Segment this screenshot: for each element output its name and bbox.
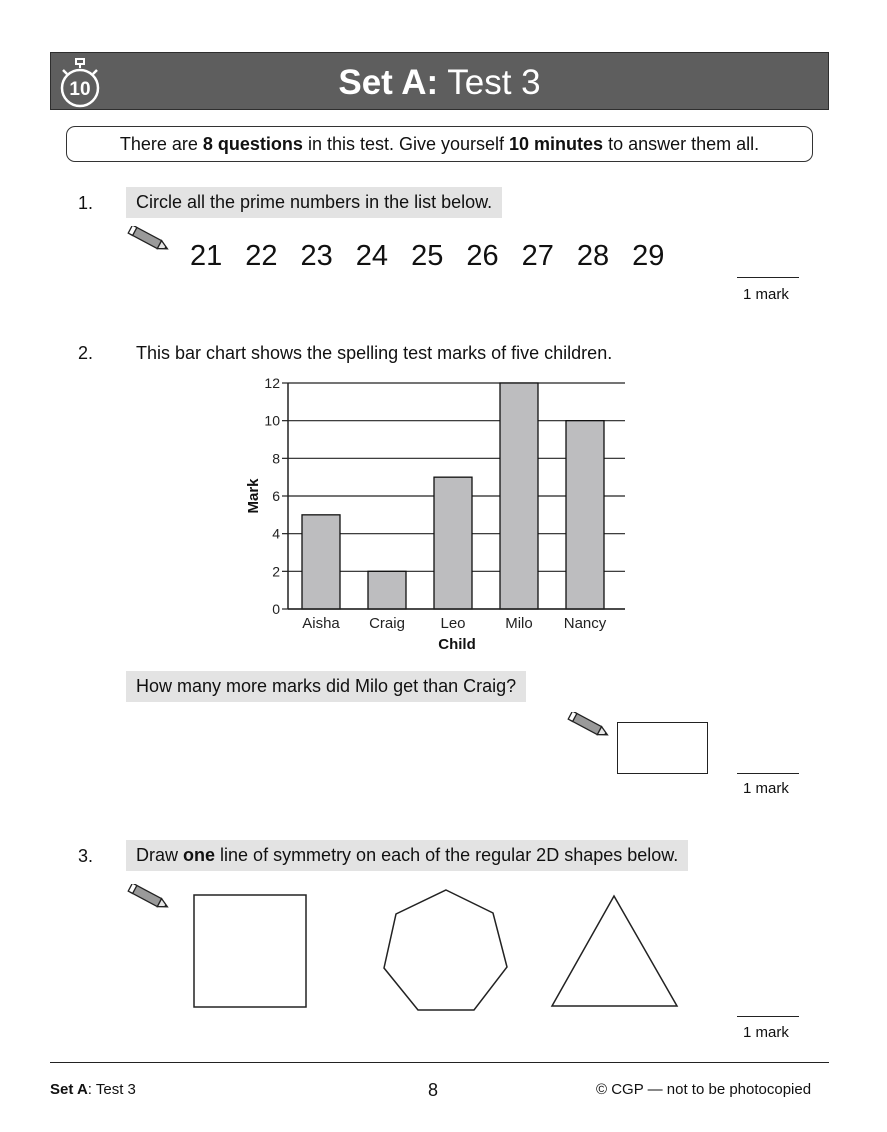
list-number[interactable]: 21 <box>190 240 223 272</box>
list-number[interactable]: 28 <box>576 240 610 272</box>
pencil-icon <box>127 226 173 252</box>
x-axis-label: Child <box>438 636 476 653</box>
q3-mark-label: 1 mark <box>743 1024 789 1041</box>
q2-mark-line <box>737 773 799 774</box>
q1-mark-label: 1 mark <box>743 286 789 303</box>
page-header <box>50 52 829 110</box>
bar <box>500 383 538 609</box>
title-rest: Test 3 <box>438 63 541 102</box>
q1-mark-line <box>737 277 799 278</box>
q1-prompt: Circle all the prime numbers in the list below. <box>126 187 502 218</box>
bar <box>368 571 406 609</box>
q2-intro: This bar chart shows the spelling test marks of five children. <box>136 343 613 363</box>
q3-mark-line <box>737 1016 799 1017</box>
page-title <box>51 63 828 103</box>
q3-number: 3. <box>78 846 94 866</box>
bar <box>566 421 604 609</box>
y-tick-label: 8 <box>272 450 280 467</box>
list-number[interactable]: 27 <box>521 240 554 272</box>
question-count: 8 questions <box>202 134 303 154</box>
pencil-icon <box>567 712 613 738</box>
page-number: 8 <box>428 1080 439 1100</box>
title-bold: Set A: <box>338 63 439 102</box>
bar <box>302 515 340 609</box>
y-tick-label: 10 <box>264 412 280 429</box>
footer-left: Set A: Test 3 <box>50 1081 136 1098</box>
time-limit: 10 minutes <box>509 134 604 154</box>
q2-answer-box[interactable] <box>617 722 708 774</box>
x-tick-label: Aisha <box>302 615 340 632</box>
list-number[interactable]: 23 <box>300 240 333 272</box>
y-tick-label: 2 <box>272 563 280 580</box>
square-shape[interactable] <box>194 895 306 1007</box>
pencil-icon <box>127 884 173 910</box>
q3-prompt: Draw one line of symmetry on each of the regular 2D shapes below. <box>126 840 688 871</box>
list-number[interactable]: 22 <box>245 240 278 272</box>
y-tick-label: 12 <box>264 375 280 391</box>
x-tick-label: Craig <box>369 615 405 632</box>
footer-copyright: © CGP — not to be photocopied <box>596 1081 812 1098</box>
q2-mark-label: 1 mark <box>743 780 789 797</box>
list-number[interactable]: 29 <box>632 240 665 272</box>
emphasis-one: one <box>183 845 216 865</box>
q2-number: 2. <box>78 343 94 363</box>
y-tick-label: 4 <box>272 525 280 542</box>
list-number[interactable]: 26 <box>466 240 499 272</box>
x-tick-label: Leo <box>440 615 466 632</box>
y-axis-label: Mark <box>245 478 262 514</box>
shapes-area <box>180 880 700 1020</box>
instructions-box: There are 8 questions in this test. Give yourself 10 minutes to answer them all. <box>66 126 813 162</box>
q2-question: How many more marks did Milo get than Craig? <box>126 671 526 702</box>
y-tick-label: 0 <box>272 601 280 617</box>
footer-divider <box>50 1062 829 1063</box>
bar <box>434 477 472 609</box>
triangle-shape[interactable] <box>552 896 677 1006</box>
y-tick-label: 6 <box>272 488 280 504</box>
timer-label: 10 <box>69 79 91 100</box>
number-list <box>190 240 664 273</box>
list-number[interactable]: 24 <box>355 240 389 272</box>
heptagon-shape[interactable] <box>384 890 507 1010</box>
q1-number: 1. <box>78 193 94 213</box>
bar-chart <box>230 370 640 660</box>
list-number[interactable]: 25 <box>411 240 444 272</box>
x-tick-label: Milo <box>505 615 533 632</box>
x-tick-label: Nancy <box>563 615 607 632</box>
